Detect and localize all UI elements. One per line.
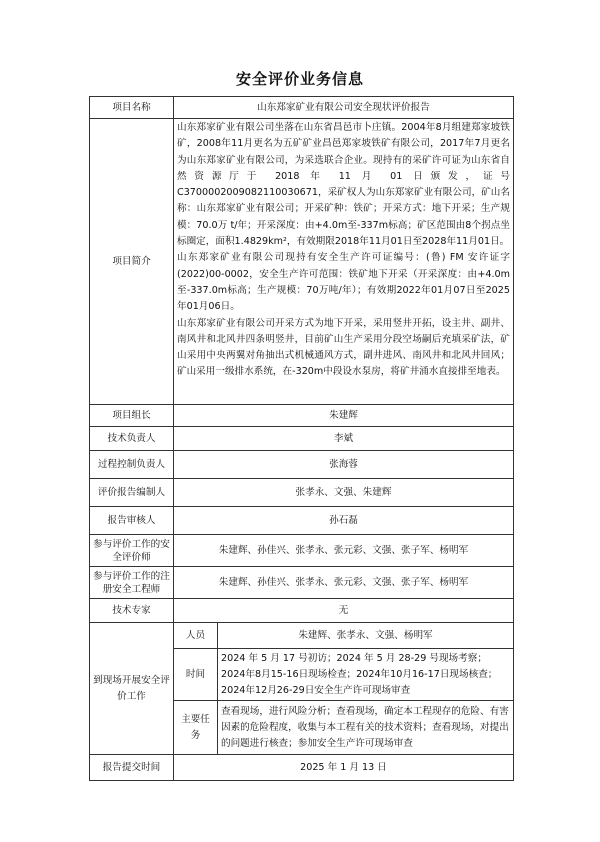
- row-process-lead: [90, 451, 514, 479]
- intro-paragraph: 山东郑家矿业有限公司现持有安全生产许可证编号：(鲁) FM 安许证字(2022)00-0002，安全生产许可范围：铁矿地下开采（开采深度：由+4.0m至-337.0m标高；生产规模：70万吨/年）；有效期2022年01月07日至2025年01月06日。: [177, 252, 510, 313]
- row-expert: [90, 599, 514, 623]
- info-table: [89, 96, 514, 781]
- report-reviewer-value: 孙石磊: [174, 507, 514, 535]
- row-tech-lead: [90, 427, 514, 451]
- row-evaluators: [90, 535, 514, 567]
- row-report-writers: [90, 479, 514, 507]
- time-label: 时间: [174, 649, 218, 701]
- intro-label: 项目简介: [90, 119, 174, 405]
- row-submit-time: [90, 755, 514, 781]
- submit-time-value: 2025 年 1 月 13 日: [174, 755, 514, 781]
- project-name-value: 山东郑家矿业有限公司安全现状评价报告: [174, 97, 514, 119]
- row-site-personnel: [90, 623, 514, 649]
- tasks-label: 主要任务: [174, 701, 218, 755]
- site-work-label: 到现场开展安全评价工作: [90, 623, 174, 755]
- report-writers-value: 张孝永、文强、朱建辉: [174, 479, 514, 507]
- team-leader-value: 朱建辉: [174, 405, 514, 427]
- row-intro: [90, 119, 514, 405]
- team-leader-label: 项目组长: [90, 405, 174, 427]
- project-name-label: 项目名称: [90, 97, 174, 119]
- evaluators-label: 参与评价工作的安全评价师: [90, 535, 174, 567]
- personnel-label: 人员: [174, 623, 218, 649]
- tasks-value: 查看现场，进行风险分析；查看现场，确定本工程现存的危险、有害因素的危险程度，收集与本工程有关的技术资料；查看现场，对提出的问题进行核查；参加安全生产许可现场审查: [218, 701, 514, 755]
- tech-lead-label: 技术负责人: [90, 427, 174, 451]
- personnel-value: 朱建辉、张孝永、文强、杨明军: [218, 623, 514, 649]
- row-project-name: [90, 97, 514, 119]
- expert-label: 技术专家: [90, 599, 174, 623]
- evaluators-value: 朱建辉、孙佳兴、张孝永、张元彩、文强、张子军、杨明军: [174, 535, 514, 567]
- report-writers-label: 评价报告编制人: [90, 479, 174, 507]
- row-engineers: [90, 567, 514, 599]
- expert-value: 无: [174, 599, 514, 623]
- process-lead-label: 过程控制负责人: [90, 451, 174, 479]
- row-team-leader: [90, 405, 514, 427]
- process-lead-value: 张海蓉: [174, 451, 514, 479]
- engineers-value: 朱建辉、孙佳兴、张孝永、张元彩、文强、张子军、杨明军: [174, 567, 514, 599]
- tech-lead-value: 李斌: [174, 427, 514, 451]
- row-report-reviewer: [90, 507, 514, 535]
- intro-paragraph: 山东郑家矿业有限公司坐落在山东省昌邑市卜庄镇。2004年8月组建郑家坡铁矿，2008年11月更名为五矿矿业昌邑郑家坡铁矿有限公司，2017年7月更名为山东郑家矿业有限公司，为采选联合企业。现持有的采矿许可证为山东省自然资源厅于 2018 年 11 月 01 日颁发，证号C3700002009082110030671，采矿权人为山东郑家矿业有限公司，矿山名称：山东郑家矿业有限公司；开采矿种：铁矿；开采方式：地下开采；生产规模：70.0万 t/年；开采深度：由+4.0m至-337m标高；矿区范围由8个拐点坐标圈定，面积1.4829km²，有效期限2018年11月01日至2028年11月01日。: [177, 122, 510, 248]
- engineers-label: 参与评价工作的注册安全工程师: [90, 567, 174, 599]
- report-reviewer-label: 报告审核人: [90, 507, 174, 535]
- intro-paragraph: 山东郑家矿业有限公司开采方式为地下开采，采用竖井开拓，设主井、副井、南风井和北风井四条明竖井，目前矿山生产采用分段空场嗣后充填采矿法，矿山采用中央两翼对角抽出式机械通风方式，副井进风、南风井和北风井回风；矿山采用一级排水系统，在-320m中段设水泵房，将矿井涌水直接排至地表。: [177, 317, 510, 378]
- time-value: 2024 年 5 月 17 号初访；2024 年 5 月 28-29 号现场考察；2024年8月15-16日现场检查；2024年10月16-17日现场核查；2024年12月26-29日安全生产许可现场审查: [218, 649, 514, 701]
- intro-value: [174, 119, 514, 405]
- document-title: 安全评价业务信息: [235, 70, 364, 88]
- submit-time-label: 报告提交时间: [90, 755, 174, 781]
